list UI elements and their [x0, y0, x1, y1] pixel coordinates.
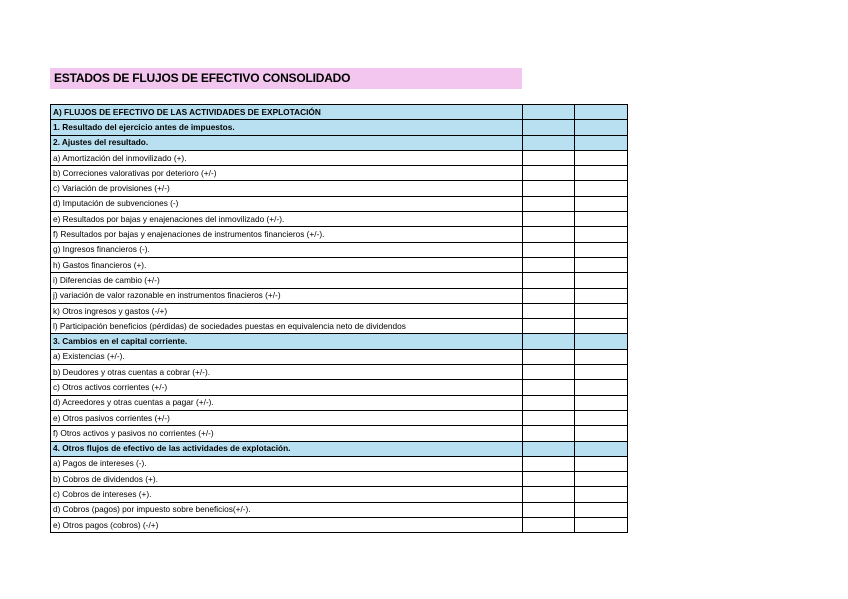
- row-label: d) Cobros (pagos) por impuesto sobre beneficios(+/-).: [51, 502, 523, 517]
- row-label: 1. Resultado del ejercicio antes de impuestos.: [51, 120, 523, 135]
- row-label: k) Otros ingresos y gastos (-/+): [51, 303, 523, 318]
- value-cell-2[interactable]: [575, 380, 628, 395]
- value-cell-1[interactable]: [523, 181, 575, 196]
- value-cell-1[interactable]: [523, 303, 575, 318]
- row-label: l) Participación beneficios (pérdidas) de sociedades puestas en equivalencia neto de dividendos: [51, 319, 523, 334]
- value-cell-1[interactable]: [523, 502, 575, 517]
- value-cell-2[interactable]: [575, 334, 628, 349]
- value-cell-1[interactable]: [523, 441, 575, 456]
- value-cell-1[interactable]: [523, 472, 575, 487]
- value-cell-1[interactable]: [523, 426, 575, 441]
- value-cell-1[interactable]: [523, 487, 575, 502]
- value-cell-2[interactable]: [575, 487, 628, 502]
- row-label: 2. Ajustes del resultado.: [51, 135, 523, 150]
- value-cell-1[interactable]: [523, 395, 575, 410]
- value-cell-1[interactable]: [523, 120, 575, 135]
- value-cell-1[interactable]: [523, 135, 575, 150]
- table-row: [51, 380, 628, 395]
- table-row: [51, 150, 628, 165]
- value-cell-2[interactable]: [575, 319, 628, 334]
- cash-flow-table: [50, 104, 628, 533]
- value-cell-2[interactable]: [575, 181, 628, 196]
- value-cell-1[interactable]: [523, 288, 575, 303]
- row-label: e) Otros pagos (cobros) (-/+): [51, 518, 523, 533]
- value-cell-2[interactable]: [575, 349, 628, 364]
- row-label: b) Cobros de dividendos (+).: [51, 472, 523, 487]
- row-label: A) FLUJOS DE EFECTIVO DE LAS ACTIVIDADES DE EXPLOTACIÓN: [51, 105, 523, 120]
- value-cell-2[interactable]: [575, 227, 628, 242]
- value-cell-1[interactable]: [523, 212, 575, 227]
- value-cell-2[interactable]: [575, 303, 628, 318]
- row-label: 4. Otros flujos de efectivo de las actividades de explotación.: [51, 441, 523, 456]
- table-row: [51, 410, 628, 425]
- row-label: f) Otros activos y pasivos no corrientes (+/-): [51, 426, 523, 441]
- row-label: i) Diferencias de cambio (+/-): [51, 273, 523, 288]
- table-row: [51, 166, 628, 181]
- value-cell-2[interactable]: [575, 120, 628, 135]
- table-row: [51, 181, 628, 196]
- table-row: [51, 426, 628, 441]
- row-label: a) Pagos de intereses (-).: [51, 456, 523, 471]
- value-cell-2[interactable]: [575, 288, 628, 303]
- row-label: d) Imputación de subvenciones (-): [51, 196, 523, 211]
- value-cell-1[interactable]: [523, 257, 575, 272]
- value-cell-1[interactable]: [523, 273, 575, 288]
- value-cell-1[interactable]: [523, 410, 575, 425]
- value-cell-1[interactable]: [523, 365, 575, 380]
- value-cell-1[interactable]: [523, 196, 575, 211]
- value-cell-2[interactable]: [575, 395, 628, 410]
- row-label: e) Otros pasivos corrientes (+/-): [51, 410, 523, 425]
- table-row: [51, 242, 628, 257]
- table-row: [51, 502, 628, 517]
- table-row: [51, 395, 628, 410]
- value-cell-1[interactable]: [523, 150, 575, 165]
- table-row: [51, 456, 628, 471]
- value-cell-2[interactable]: [575, 472, 628, 487]
- value-cell-1[interactable]: [523, 105, 575, 120]
- row-label: b) Deudores y otras cuentas a cobrar (+/-).: [51, 365, 523, 380]
- row-label: c) Variación de provisiones (+/-): [51, 181, 523, 196]
- row-label: b) Correciones valorativas por deterioro (+/-): [51, 166, 523, 181]
- row-label: a) Amortización del inmovilizado (+).: [51, 150, 523, 165]
- table-row: [51, 288, 628, 303]
- table-row: [51, 487, 628, 502]
- section-header-row: [51, 441, 628, 456]
- section-header-row: [51, 105, 628, 120]
- value-cell-2[interactable]: [575, 135, 628, 150]
- cash-flow-table-body: [51, 105, 628, 533]
- row-label: c) Otros activos corrientes (+/-): [51, 380, 523, 395]
- value-cell-2[interactable]: [575, 257, 628, 272]
- value-cell-1[interactable]: [523, 319, 575, 334]
- row-label: 3. Cambios en el capital corriente.: [51, 334, 523, 349]
- value-cell-2[interactable]: [575, 212, 628, 227]
- table-row: [51, 257, 628, 272]
- table-row: [51, 196, 628, 211]
- section-header-row: [51, 120, 628, 135]
- value-cell-2[interactable]: [575, 441, 628, 456]
- value-cell-2[interactable]: [575, 105, 628, 120]
- value-cell-2[interactable]: [575, 410, 628, 425]
- value-cell-2[interactable]: [575, 242, 628, 257]
- row-label: d) Acreedores y otras cuentas a pagar (+/-).: [51, 395, 523, 410]
- table-row: [51, 518, 628, 533]
- value-cell-1[interactable]: [523, 349, 575, 364]
- table-row: [51, 472, 628, 487]
- table-row: [51, 303, 628, 318]
- value-cell-2[interactable]: [575, 518, 628, 533]
- value-cell-2[interactable]: [575, 150, 628, 165]
- table-row: [51, 349, 628, 364]
- table-row: [51, 227, 628, 242]
- value-cell-2[interactable]: [575, 456, 628, 471]
- value-cell-2[interactable]: [575, 196, 628, 211]
- value-cell-2[interactable]: [575, 273, 628, 288]
- row-label: h) Gastos financieros (+).: [51, 257, 523, 272]
- value-cell-1[interactable]: [523, 380, 575, 395]
- table-row: [51, 212, 628, 227]
- table-row: [51, 365, 628, 380]
- section-header-row: [51, 334, 628, 349]
- row-label: c) Cobros de intereses (+).: [51, 487, 523, 502]
- value-cell-1[interactable]: [523, 334, 575, 349]
- value-cell-1[interactable]: [523, 456, 575, 471]
- value-cell-1[interactable]: [523, 518, 575, 533]
- value-cell-2[interactable]: [575, 426, 628, 441]
- value-cell-1[interactable]: [523, 242, 575, 257]
- value-cell-1[interactable]: [523, 227, 575, 242]
- row-label: j) variación de valor razonable en instrumentos finacieros (+/-): [51, 288, 523, 303]
- table-row: [51, 319, 628, 334]
- value-cell-2[interactable]: [575, 166, 628, 181]
- value-cell-1[interactable]: [523, 166, 575, 181]
- row-label: f) Resultados por bajas y enajenaciones de instrumentos financieros (+/-).: [51, 227, 523, 242]
- row-label: g) Ingresos financieros (-).: [51, 242, 523, 257]
- row-label: e) Resultados por bajas y enajenaciones del inmovilizado (+/-).: [51, 212, 523, 227]
- value-cell-2[interactable]: [575, 502, 628, 517]
- value-cell-2[interactable]: [575, 365, 628, 380]
- row-label: a) Existencias (+/-).: [51, 349, 523, 364]
- section-header-row: [51, 135, 628, 150]
- table-row: [51, 273, 628, 288]
- page-title: ESTADOS DE FLUJOS DE EFECTIVO CONSOLIDADO: [50, 68, 522, 89]
